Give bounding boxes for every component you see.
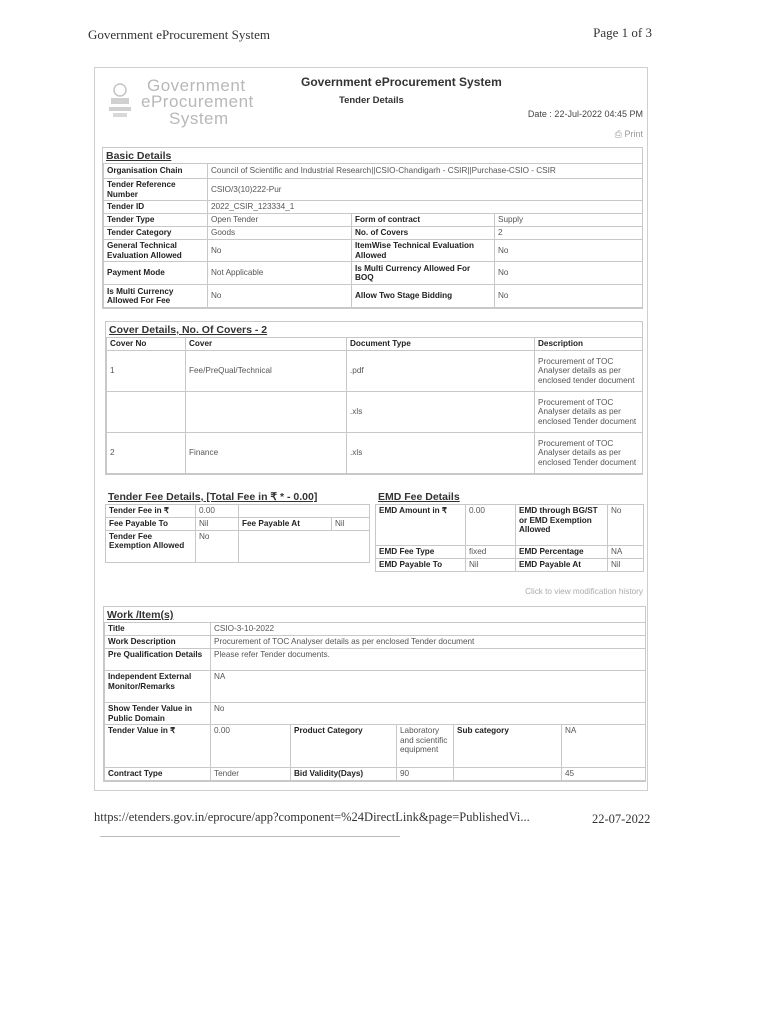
cover-no: 2 bbox=[107, 433, 186, 474]
tender-fee-title: Tender Fee Details, [Total Fee in ₹ * - 0.00] bbox=[108, 491, 318, 503]
sub-category-value: NA bbox=[562, 725, 646, 768]
table-row bbox=[107, 392, 643, 433]
emd-percentage-label: EMD Percentage bbox=[516, 546, 608, 559]
product-category-value: Laboratory and scientific equipment bbox=[397, 725, 454, 768]
print-label: Print bbox=[624, 129, 643, 139]
tender-value-label: Tender Value in ₹ bbox=[105, 725, 211, 768]
description-header: Description bbox=[535, 338, 643, 351]
tender-category-label: Tender Category bbox=[104, 227, 208, 240]
emd-payable-to-label: EMD Payable To bbox=[376, 559, 466, 572]
tender-fee-table bbox=[105, 504, 370, 563]
emd-payable-to-value: Nil bbox=[466, 559, 516, 572]
tender-fee-label: Tender Fee in ₹ bbox=[106, 505, 196, 518]
document-type: .pdf bbox=[347, 351, 535, 392]
emd-fee-table bbox=[375, 504, 644, 572]
tender-id-label: Tender ID bbox=[104, 201, 208, 214]
modification-history-link[interactable]: Click to view modification history bbox=[525, 587, 643, 596]
cover-description: Procurement of TOC Analyser details as per enclosed tender document bbox=[535, 351, 643, 392]
emd-fee-type-value: fixed bbox=[466, 546, 516, 559]
tender-value-value: 0.00 bbox=[211, 725, 291, 768]
fee-payable-to-label: Fee Payable To bbox=[106, 517, 196, 530]
emd-amount-label: EMD Amount in ₹ bbox=[376, 505, 466, 546]
org-value: Council of Scientific and Industrial Research||CSIO-Chandigarh - CSIR||Purchase-CSIO - CSIR bbox=[208, 164, 643, 179]
fee-exemption-value: No bbox=[196, 530, 239, 562]
document-type-header: Document Type bbox=[347, 338, 535, 351]
work-items-title: Work /Item(s) bbox=[107, 609, 174, 621]
cover-name bbox=[186, 392, 347, 433]
emd-amount-value: 0.00 bbox=[466, 505, 516, 546]
cover-no-header: Cover No bbox=[107, 338, 186, 351]
emd-fee-section bbox=[375, 489, 643, 572]
printer-icon: ⎙ bbox=[614, 129, 625, 139]
logo-line-2: eProcurement bbox=[141, 92, 254, 111]
show-value-label: Show Tender Value in Public Domain bbox=[105, 703, 211, 725]
cover-description: Procurement of TOC Analyser details as per enclosed Tender document bbox=[535, 433, 643, 474]
basic-details-table bbox=[103, 163, 643, 308]
logo-line-3: System bbox=[169, 109, 229, 128]
work-title-label: Title bbox=[105, 623, 211, 636]
iwte-value: No bbox=[495, 240, 643, 262]
show-value-value: No bbox=[211, 703, 646, 725]
cover-description: Procurement of TOC Analyser details as per enclosed Tender document bbox=[535, 392, 643, 433]
multi-currency-fee-label: Is Multi Currency Allowed For Fee bbox=[104, 285, 208, 308]
work-title-value: CSIO-3-10-2022 bbox=[211, 623, 646, 636]
work-description-value: Procurement of TOC Analyser details as per enclosed Tender document bbox=[211, 636, 646, 649]
document-title: Government eProcurement System bbox=[301, 75, 502, 89]
document-type: .xls bbox=[347, 392, 535, 433]
fee-payable-at-label: Fee Payable At bbox=[239, 517, 332, 530]
prequal-label: Pre Qualification Details bbox=[105, 649, 211, 671]
org-label: Organisation Chain bbox=[104, 164, 208, 179]
ref-label: Tender Reference Number bbox=[104, 179, 208, 201]
fee-exemption-label: Tender Fee Exemption Allowed bbox=[106, 530, 196, 562]
form-of-contract-value: Supply bbox=[495, 214, 643, 227]
contract-type-value: Tender bbox=[211, 768, 291, 781]
tender-type-label: Tender Type bbox=[104, 214, 208, 227]
multi-currency-boq-value: No bbox=[495, 262, 643, 285]
cover-no bbox=[107, 392, 186, 433]
cover-name: Finance bbox=[186, 433, 347, 474]
emd-fee-title: EMD Fee Details bbox=[378, 491, 460, 503]
emd-fee-type-label: EMD Fee Type bbox=[376, 546, 466, 559]
table-row bbox=[107, 351, 643, 392]
emd-payable-at-value: Nil bbox=[608, 559, 644, 572]
tender-id-value: 2022_CSIR_123334_1 bbox=[208, 201, 643, 214]
emd-payable-at-label: EMD Payable At bbox=[516, 559, 608, 572]
basic-details-section bbox=[102, 147, 643, 309]
tender-fee-section bbox=[105, 489, 369, 563]
cover-name: Fee/PreQual/Technical bbox=[186, 351, 347, 392]
payment-mode-value: Not Applicable bbox=[208, 262, 352, 285]
bid-validity-label: Bid Validity(Days) bbox=[291, 768, 397, 781]
document-date: Date : 22-Jul-2022 04:45 PM bbox=[527, 109, 643, 119]
gte-value: No bbox=[208, 240, 352, 262]
tender-type-value: Open Tender bbox=[208, 214, 352, 227]
monitor-label: Independent External Monitor/Remarks bbox=[105, 671, 211, 703]
sub-category-label: Sub category bbox=[454, 725, 562, 768]
bid-validity-value: 90 bbox=[397, 768, 454, 781]
contract-type-label: Contract Type bbox=[105, 768, 211, 781]
two-stage-bidding-value: No bbox=[495, 285, 643, 308]
gte-label: General Technical Evaluation Allowed bbox=[104, 240, 208, 262]
footer-divider bbox=[100, 836, 400, 837]
product-category-label: Product Category bbox=[291, 725, 397, 768]
emd-percentage-value: NA bbox=[608, 546, 644, 559]
no-of-covers-label: No. of Covers bbox=[352, 227, 495, 240]
tender-fee-value: 0.00 bbox=[196, 505, 239, 518]
work-description-label: Work Description bbox=[105, 636, 211, 649]
two-stage-bidding-label: Allow Two Stage Bidding bbox=[352, 285, 495, 308]
logo-line-1: Government bbox=[147, 76, 246, 95]
emblem-icon bbox=[105, 80, 135, 120]
monitor-value: NA bbox=[211, 671, 646, 703]
footer-url: https://etenders.gov.in/eprocure/app?component=%24DirectLink&page=PublishedVi... bbox=[94, 810, 530, 824]
multi-currency-fee-value: No bbox=[208, 285, 352, 308]
page-number: Page 1 of 3 bbox=[593, 25, 652, 40]
tender-category-value: Goods bbox=[208, 227, 352, 240]
cover-details-title: Cover Details, No. Of Covers - 2 bbox=[109, 324, 268, 336]
basic-details-title: Basic Details bbox=[106, 150, 172, 162]
table-row bbox=[107, 433, 643, 474]
cover-details-table bbox=[106, 337, 643, 474]
print-header-title: Government eProcurement System bbox=[88, 27, 270, 42]
form-of-contract-label: Form of contract bbox=[352, 214, 495, 227]
work-items-table bbox=[104, 622, 646, 781]
ref-value: CSIO/3(10)222-Pur bbox=[208, 179, 643, 201]
print-link[interactable] bbox=[615, 129, 643, 140]
eprocurement-logo bbox=[101, 76, 271, 130]
prequal-value: Please refer Tender documents. bbox=[211, 649, 646, 671]
tender-document bbox=[94, 67, 648, 791]
work-items-section bbox=[103, 606, 646, 782]
emd-through-label: EMD through BG/ST or EMD Exemption Allowed bbox=[516, 505, 608, 546]
footer-date: 22-07-2022 bbox=[592, 812, 651, 826]
payment-mode-label: Payment Mode bbox=[104, 262, 208, 285]
document-type: .xls bbox=[347, 433, 535, 474]
multi-currency-boq-label: Is Multi Currency Allowed For BOQ bbox=[352, 262, 495, 285]
iwte-label: ItemWise Technical Evaluation Allowed bbox=[352, 240, 495, 262]
document-subtitle: Tender Details bbox=[339, 95, 404, 106]
cover-no: 1 bbox=[107, 351, 186, 392]
fee-payable-at-value: Nil bbox=[332, 517, 370, 530]
cover-header: Cover bbox=[186, 338, 347, 351]
cover-details-section bbox=[105, 321, 643, 475]
no-of-covers-value: 2 bbox=[495, 227, 643, 240]
fee-payable-to-value: Nil bbox=[196, 517, 239, 530]
emd-through-value: No bbox=[608, 505, 644, 546]
extra-value: 45 bbox=[562, 768, 646, 781]
